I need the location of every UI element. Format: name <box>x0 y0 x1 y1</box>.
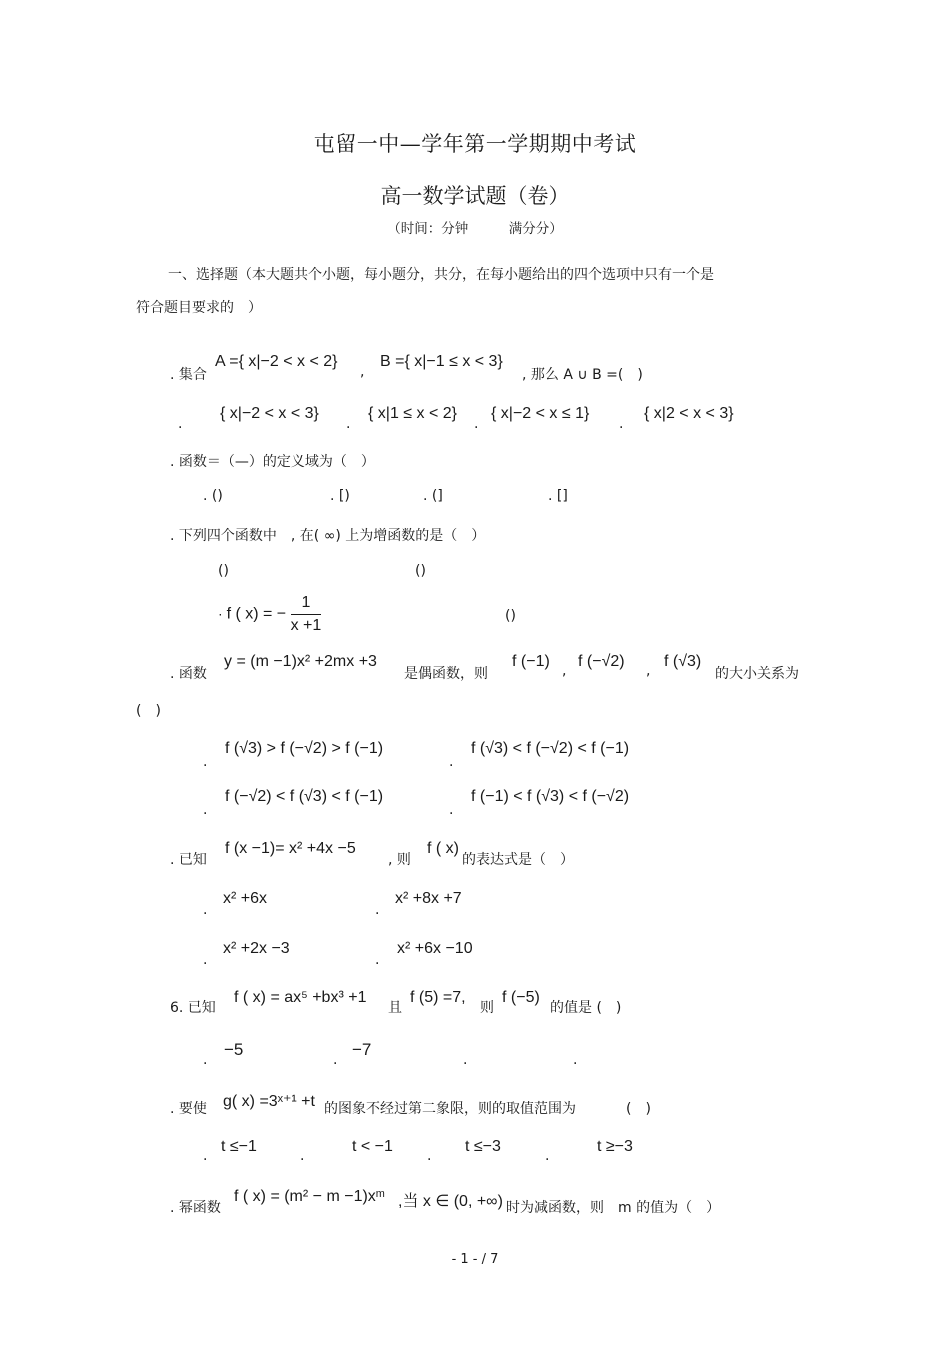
q6-then: 则 <box>480 1000 494 1016</box>
q5-expression: f (x −1)= x² +4x −5 <box>225 840 356 857</box>
q6-suffix: 的值是 ( ) <box>550 1000 622 1016</box>
q6-expression: f ( x) = ax⁵ +bx³ +1 <box>234 989 367 1006</box>
q4-value-3: f (√3) <box>664 653 702 670</box>
q6-condition: f (5) =7, <box>410 989 466 1006</box>
q7-option-b[interactable]: t < −1 <box>352 1138 393 1155</box>
q1-opt-d-dot: . <box>619 416 624 432</box>
q2-option-c[interactable]: . (] <box>423 488 443 504</box>
q3-opt-c-numerator: 1 <box>291 594 322 615</box>
q4-opt-b-dot: . <box>449 754 454 770</box>
q4-comma-2: , <box>646 663 651 679</box>
q5-suffix: 的表达式是（ ） <box>462 852 574 868</box>
q5-option-c[interactable]: x² +2x −3 <box>223 940 290 957</box>
q5-option-d[interactable]: x² +6x −10 <box>397 940 473 957</box>
q4-option-b[interactable]: f (√3) < f (−√2) < f (−1) <box>471 740 630 757</box>
q2-stem: . 函数＝（—）的定义域为（ ） <box>170 454 375 470</box>
q5-opt-b-dot: . <box>375 902 380 918</box>
q2-option-b[interactable]: . [) <box>330 488 350 504</box>
q3-opt-c-fraction <box>291 594 322 635</box>
q4-option-a[interactable]: f (√3) > f (−√2) > f (−1) <box>225 740 384 757</box>
q5-option-b[interactable]: x² +8x +7 <box>395 890 462 907</box>
q6-option-a[interactable]: −5 <box>224 1040 244 1059</box>
q1-opt-a-dot: . <box>178 416 183 432</box>
q2-option-d[interactable]: . [] <box>548 488 568 504</box>
q6-opt-d-dot[interactable]: . <box>573 1052 578 1068</box>
q3-option-d[interactable]: () <box>505 608 516 624</box>
q7-opt-a-dot: . <box>203 1148 208 1164</box>
q4-value-2: f (−√2) <box>578 653 625 670</box>
q7-prefix: . 要使 <box>170 1101 207 1117</box>
q7-suffix: 的图象不经过第二象限，则的取值范围为 <box>324 1101 576 1117</box>
q5-mid: , 则 <box>388 852 411 868</box>
q5-prefix: . 已知 <box>170 852 207 868</box>
q1-option-c[interactable]: { x|−2 < x ≤ 1} <box>491 405 590 422</box>
q6-and: 且 <box>388 1000 402 1016</box>
q7-opt-c-dot: . <box>427 1148 432 1164</box>
q7-option-d[interactable]: t ≥−3 <box>597 1138 633 1155</box>
q1-option-d[interactable]: { x|2 < x < 3} <box>644 405 734 422</box>
q4-mid: 是偶函数，则 <box>404 666 488 682</box>
q5-opt-d-dot: . <box>375 952 380 968</box>
time-info: （时间：分钟 满分分） <box>387 221 563 237</box>
q3-option-a[interactable]: () <box>218 563 229 579</box>
q4-expression: y = (m −1)x² +2mx +3 <box>224 653 377 670</box>
q1-option-b[interactable]: { x|1 ≤ x < 2} <box>368 405 457 422</box>
q4-option-c[interactable]: f (−√2) < f (√3) < f (−1) <box>225 788 384 805</box>
q7-opt-d-dot: . <box>545 1148 550 1164</box>
q5-option-a[interactable]: x² +6x <box>223 890 268 907</box>
q6-opt-b-dot: . <box>333 1052 338 1068</box>
section-intro-line2: 符合题目要求的 ） <box>136 300 262 316</box>
q6-opt-c-dot[interactable]: . <box>463 1052 468 1068</box>
q1-opt-b-dot: . <box>346 416 351 432</box>
q4-prefix: . 函数 <box>170 666 207 682</box>
q7-paren: ( ) <box>626 1101 651 1117</box>
q1-prefix: . 集合 <box>170 367 207 383</box>
q1-comma: , <box>360 364 365 380</box>
q3-option-c[interactable] <box>218 594 321 635</box>
q3-stem: . 下列四个函数中 , 在( ∞) 上为增函数的是（ ） <box>170 528 486 544</box>
q2-option-a[interactable]: . () <box>203 488 223 504</box>
q5-fx: f ( x) <box>427 840 459 857</box>
q3-option-b[interactable]: () <box>415 563 426 579</box>
exam-subtitle: 高一数学试题（卷） <box>380 184 570 208</box>
q6-opt-a-dot: . <box>203 1052 208 1068</box>
q8-mid: ,当 x ∈ (0, +∞) <box>398 1193 503 1210</box>
q8-expression: f ( x) = (m² − m −1)xᵐ <box>234 1188 385 1205</box>
section-intro-line1: 一、选择题（本大题共个小题，每小题分，共分，在每小题给出的四个选项中只有一个是 <box>168 267 714 283</box>
q4-comma-1: , <box>562 663 567 679</box>
q3-opt-c-prefix: f ( x) = − <box>226 605 287 623</box>
q6-prefix: 6. 已知 <box>170 1000 216 1016</box>
q4-suffix: 的大小关系为 <box>715 666 799 682</box>
q6-target: f (−5) <box>502 989 540 1006</box>
q4-opt-c-dot: . <box>203 802 208 818</box>
q4-opt-d-dot: . <box>449 802 454 818</box>
q7-opt-b-dot: . <box>300 1148 305 1164</box>
q5-opt-a-dot: . <box>203 902 208 918</box>
q1-set-a: A ={ x|−2 < x < 2} <box>215 353 338 370</box>
q8-suffix: 时为减函数，则 m 的值为（ ） <box>506 1200 721 1216</box>
q3-opt-c-dot: · <box>218 605 227 622</box>
q1-option-a[interactable]: { x|−2 < x < 3} <box>220 405 319 422</box>
page-number: - 1 - / 7 <box>451 1252 499 1267</box>
q4-value-1: f (−1) <box>512 653 550 670</box>
q1-opt-c-dot: . <box>474 416 479 432</box>
q5-opt-c-dot: . <box>203 952 208 968</box>
q7-expression: g( x) =3ˣ⁺¹ +t <box>223 1093 315 1110</box>
q7-option-a[interactable]: t ≤−1 <box>221 1138 257 1155</box>
q1-set-b: B ={ x|−1 ≤ x < 3} <box>380 353 503 370</box>
q7-option-c[interactable]: t ≤−3 <box>465 1138 501 1155</box>
q4-option-d[interactable]: f (−1) < f (√3) < f (−√2) <box>471 788 630 805</box>
q3-opt-c-denominator: x +1 <box>290 617 322 634</box>
exam-title: 屯留一中—学年第一学期期中考试 <box>313 132 637 156</box>
q4-opt-a-dot: . <box>203 754 208 770</box>
q8-prefix: . 幂函数 <box>170 1200 221 1216</box>
q1-suffix: , 那么 A ∪ B =( ) <box>522 367 643 383</box>
q6-option-b[interactable]: −7 <box>352 1040 372 1059</box>
q4-paren: ( ) <box>136 703 161 719</box>
